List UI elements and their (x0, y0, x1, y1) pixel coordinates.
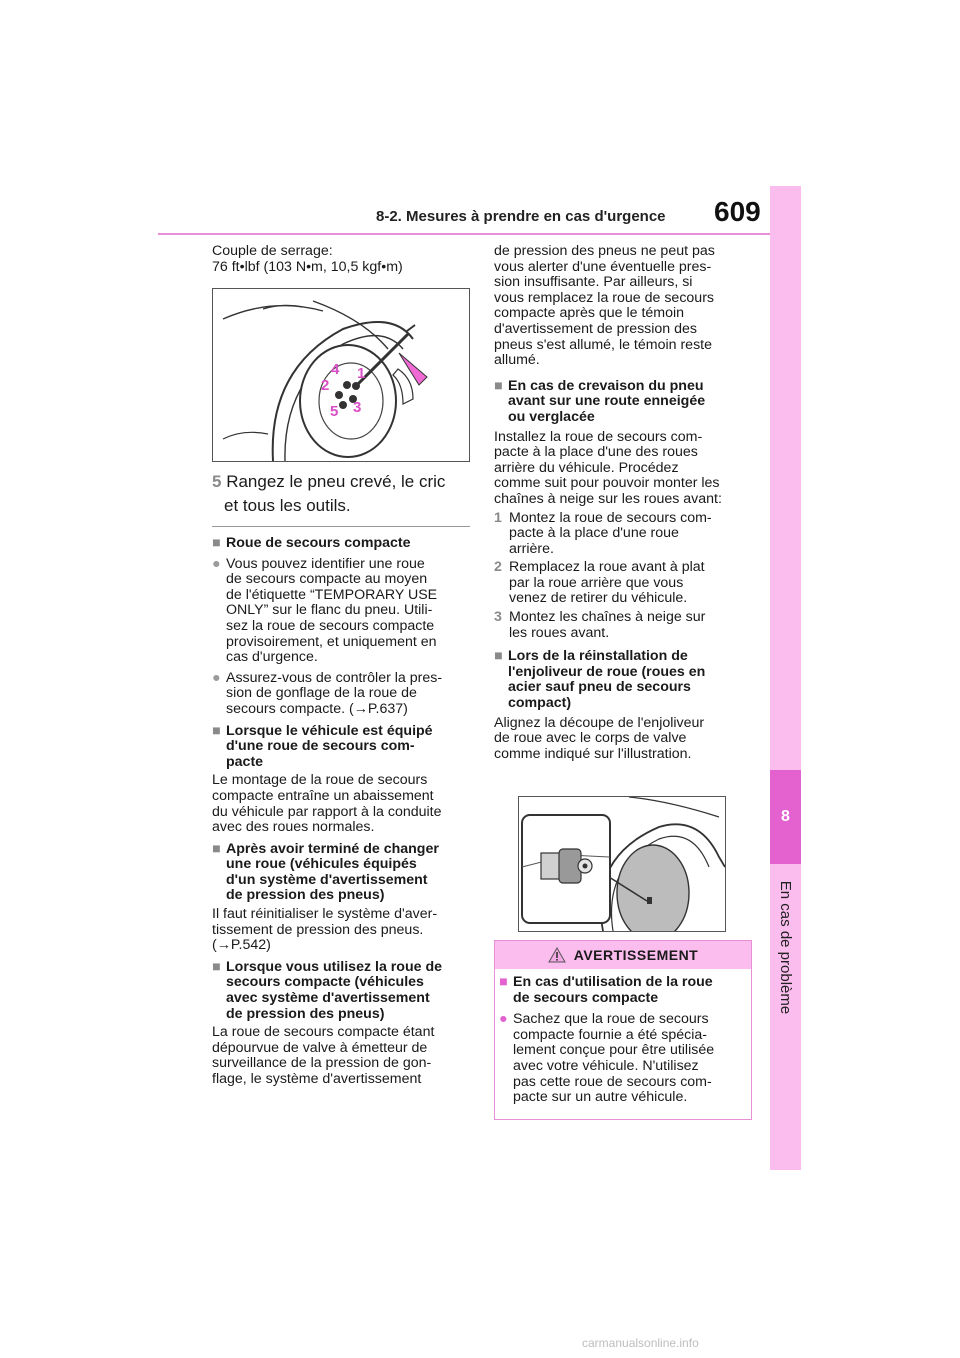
step-5-line1: Rangez le pneu crevé, le cric (226, 472, 446, 491)
watermark: carmanualsonline.info (582, 1336, 699, 1350)
side-tab (770, 186, 801, 1170)
bullet-check-pressure: ● Assurez-vous de contrôler la pres- sion de gonflage de la roue de secours compacte. (→P.637) (212, 669, 443, 717)
lug-label-4: 4 (331, 361, 340, 378)
step-3: 3 Montez les chaînes à neige sur les roues avant. (494, 609, 706, 641)
page-link-542[interactable]: (→P.542) (212, 937, 271, 954)
para-reset: Il faut réinitialiser le système d'aver- tissement de pression des pneus. (→P.542) (212, 907, 474, 954)
lug-nut-illustration (212, 288, 470, 462)
wheel-cover-illustration (518, 796, 726, 932)
step-1: 1 Montez la roue de secours com- pacte à la place d'une roue arrière. (494, 509, 712, 557)
step-2: 2 Remplacez la roue avant à plat par la roue arrière que vous venez de retirer du véhicule. (494, 559, 705, 607)
lug-label-2: 2 (321, 377, 330, 394)
lug-label-1: 1 (357, 365, 366, 382)
warning-heading: ■ En cas d'utilisation de la roue de secours compacte (499, 974, 713, 1006)
heading-reinstall-cover: ■ Lors de la réinstallation de l'enjoliveur de roue (roues en acier sauf pneu de secours compact) (494, 648, 706, 712)
para-align-cover: Alignez la découpe de l'enjoliveur de roue avec le corps de valve comme indiqué sur l'illustration. (494, 714, 705, 762)
lug-label-3: 3 (353, 399, 362, 416)
torque-value: 76 ft•lbf (103 N•m, 10,5 kgf•m) (212, 258, 403, 275)
warning-box (494, 940, 752, 1120)
heading-equipped: ■ Lorsque le véhicule est équipé d'une roue de secours com- pacte (212, 722, 433, 770)
page-link-637[interactable]: secours compacte. (→P.637) (226, 700, 408, 717)
warning-header (495, 941, 751, 969)
heading-using-spare: ■ Lorsque vous utilisez la roue de secours compacte (véhicules avec système d'avertissement de pression des pneus) (212, 958, 443, 1022)
heading-spare: ■ Roue de secours compacte (212, 535, 411, 551)
warning-triangle-icon (548, 947, 566, 963)
torque-label: Couple de serrage: (212, 243, 333, 259)
step-5-number: 5 (212, 472, 222, 491)
step-5 (212, 470, 474, 518)
lug-label-5: 5 (330, 403, 339, 420)
para-no-valve: La roue de secours compacte étant dépourvue de valve à émetteur de surveillance de la pression de gon- flage, le système d'avertissement (212, 1024, 435, 1087)
heading-after-change: ■ Après avoir terminé de changer une roue (véhicules équipés d'un système d'avertissement de pression des pneus) (212, 840, 439, 904)
page-number: 609 (714, 196, 761, 227)
chapter-title: En cas de problème (777, 880, 795, 1014)
header-rule (158, 233, 770, 235)
chapter-number: 8 (770, 770, 801, 864)
bullet-identify: ● Vous pouvez identifier une roue de secours compacte au moyen de l'étiquette “TEMPORARY USE ONLY” sur le flanc du pneu. Utili- sez la roue de secours compacte provisoirement, et uniquement en cas d'urgence. (212, 555, 438, 666)
warning-bullet: ● Sachez que la roue de secours compacte fournie a été spécia- lement conçue pour être utilisée avec votre véhicule. N'utilisez pas cette roue de secours com- pacte sur un autre véhicule. (499, 1011, 715, 1106)
wheel-svg (213, 289, 469, 461)
wheel-cover-svg (519, 797, 725, 931)
section-title: 8-2. Mesures à prendre en cas d'urgence (376, 208, 666, 225)
left-text-column (212, 536, 474, 1088)
section-divider (212, 526, 470, 527)
torque-spec (212, 244, 474, 275)
para-install-spare: Installez la roue de secours com- pacte à la place d'une des roues arrière du véhicule. Procédez comme suit pour pouvoir monter les chaînes à neige sur les roues avant: (494, 428, 722, 507)
para-continued: de pression des pneus ne peut pas vous alerter d'une éventuelle pres- sion insuffisante. Par ailleurs, si vous remplacez la roue de secours compacte après que le témoin d'avertissement de pression des pneus s'est allumé, le témoin reste allumé. (494, 243, 715, 369)
heading-flat-snow: ■ En cas de crevaison du pneu avant sur une route enneigée ou verglacée (494, 377, 706, 425)
right-text-column (494, 244, 756, 762)
step-5-line2: et tous les outils. (224, 496, 351, 515)
warning-title: AVERTISSEMENT (573, 947, 699, 963)
para-lowering: Le montage de la roue de secours compacte entraîne un abaissement du véhicule par rapport à la conduite avec des roues normales. (212, 772, 442, 836)
